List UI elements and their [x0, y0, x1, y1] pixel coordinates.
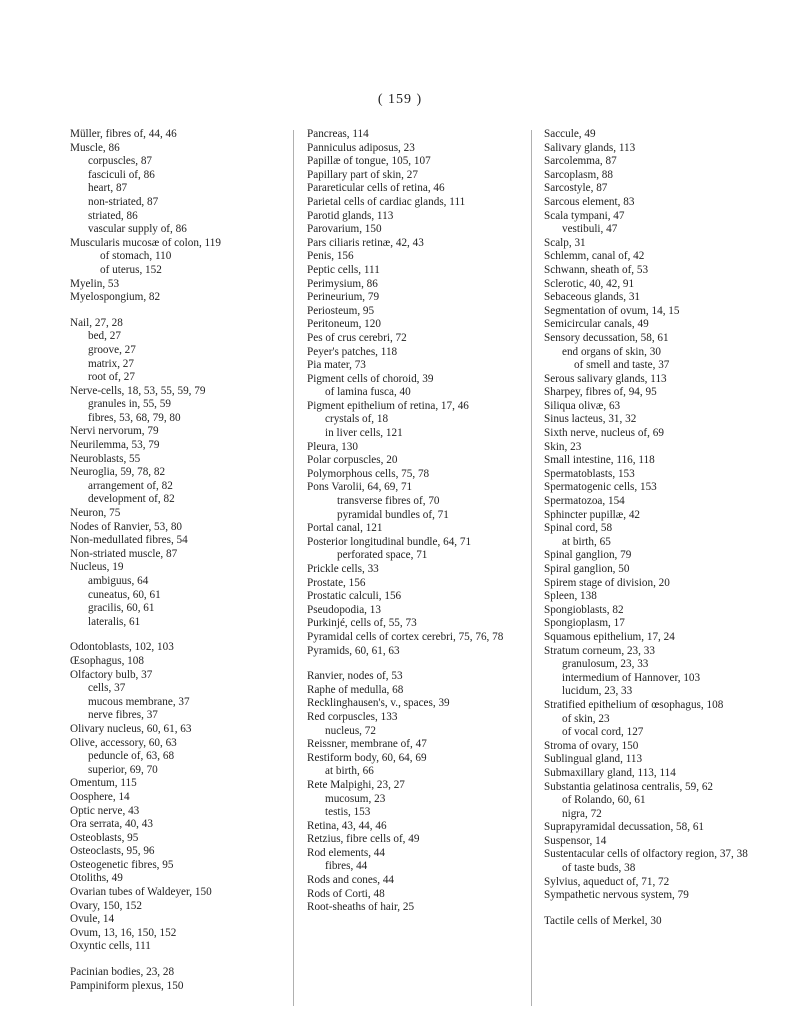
- index-entry: Neuron, 75: [70, 507, 121, 520]
- index-subentry: pyramidal bundles of, 71: [337, 508, 449, 521]
- index-subentry: fibres, 53, 68, 79, 80: [88, 411, 181, 424]
- index-entry: Root-sheaths of hair, 25: [307, 901, 415, 914]
- index-entry: Olivary nucleus, 60, 61, 63: [70, 722, 192, 735]
- index-subentry: of stomach, 110: [100, 250, 172, 263]
- index-subentry: superior, 69, 70: [88, 763, 158, 776]
- index-entry: Muscle, 86: [70, 141, 120, 154]
- index-entry: Perimysium, 86: [307, 277, 378, 290]
- index-subentry: cells, 37: [88, 682, 126, 695]
- index-subentry: testis, 153: [325, 806, 371, 819]
- index-entry: Retzius, fibre cells of, 49: [307, 833, 420, 846]
- index-entry: Sclerotic, 40, 42, 91: [544, 277, 635, 290]
- column-divider: [293, 130, 294, 1006]
- index-entry: Segmentation of ovum, 14, 15: [544, 304, 680, 317]
- index-entry: Suprapyramidal decussation, 58, 61: [544, 821, 705, 834]
- index-entry: Olive, accessory, 60, 63: [70, 736, 177, 749]
- index-subentry: granules in, 55, 59: [88, 398, 171, 411]
- index-entry: Pacinian bodies, 23, 28: [70, 966, 175, 979]
- index-entry: Substantia gelatinosa centralis, 59, 62: [544, 780, 714, 793]
- index-entry: Pancreas, 114: [307, 128, 369, 140]
- index-entry: Rete Malpighi, 23, 27: [307, 778, 405, 791]
- index-entry: Small intestine, 116, 118: [544, 454, 655, 467]
- index-entry: Ranvier, nodes of, 53: [307, 670, 403, 683]
- index-entry: Nail, 27, 28: [70, 316, 123, 329]
- index-entry: Non-striated muscle, 87: [70, 547, 178, 560]
- index-entry: Oxyntic cells, 111: [70, 940, 151, 953]
- index-entry: Periosteum, 95: [307, 304, 375, 317]
- index-entry: Red corpuscles, 133: [307, 710, 398, 723]
- index-subentry: peduncle of, 63, 68: [88, 750, 175, 763]
- index-entry: Saccule, 49: [544, 128, 596, 140]
- index-entry: Sylvius, aqueduct of, 71, 72: [544, 875, 670, 888]
- index-entry: Sixth nerve, nucleus of, 69: [544, 427, 664, 440]
- index-entry: Osteoblasts, 95: [70, 831, 139, 844]
- index-entry: Prostatic calculi, 156: [307, 590, 402, 603]
- index-entry: Non-medullated fibres, 54: [70, 534, 188, 547]
- index-entry: Ovary, 150, 152: [70, 899, 142, 912]
- index-entry: Submaxillary gland, 113, 114: [544, 766, 676, 779]
- index-entry: Rods and cones, 44: [307, 874, 395, 887]
- index-entry: Pleura, 130: [307, 440, 358, 453]
- index-entry: Pseudopodia, 13: [307, 603, 381, 616]
- index-entry: Rods of Corti, 48: [307, 887, 385, 900]
- index-entry: Tactile cells of Merkel, 30: [544, 914, 662, 927]
- index-entry: Pes of crus cerebri, 72: [307, 331, 407, 344]
- index-subentry: striated, 86: [88, 209, 138, 222]
- index-entry: Spirem stage of division, 20: [544, 576, 670, 589]
- column-divider: [531, 130, 532, 1006]
- index-entry: Müller, fibres of, 44, 46: [70, 128, 177, 140]
- index-entry: Oosphere, 14: [70, 790, 130, 803]
- index-entry: Osteogenetic fibres, 95: [70, 858, 174, 871]
- index-subentry: lateralis, 61: [88, 615, 141, 628]
- index-column-1: [70, 128, 260, 993]
- index-entry: Spermatogenic cells, 153: [544, 481, 657, 494]
- index-entry: Spinal ganglion, 79: [544, 549, 632, 562]
- index-entry: Polar corpuscles, 20: [307, 454, 398, 467]
- index-subentry: transverse fibres of, 70: [337, 495, 440, 508]
- index-subentry: intermedium of Hannover, 103: [562, 671, 701, 684]
- index-entry: Pigment epithelium of retina, 17, 46: [307, 399, 469, 412]
- index-entry: Neuroglia, 59, 78, 82: [70, 466, 166, 479]
- index-entry: Parareticular cells of retina, 46: [307, 182, 445, 195]
- index-entry: Spongioplasm, 17: [544, 617, 625, 630]
- index-entry: Prickle cells, 33: [307, 563, 379, 575]
- index-subentry: crystals of, 18: [325, 413, 389, 426]
- index-subentry: arrangement of, 82: [88, 479, 173, 492]
- index-entry: Polymorphous cells, 75, 78: [307, 467, 430, 480]
- index-subentry: gracilis, 60, 61: [88, 602, 155, 615]
- index-subentry: nerve fibres, 37: [88, 709, 158, 722]
- index-entry: Raphe of medulla, 68: [307, 683, 404, 696]
- index-entry: Optic nerve, 43: [70, 804, 140, 817]
- index-entry: Nucleus, 19: [70, 561, 124, 574]
- index-entry: Squamous epithelium, 17, 24: [544, 630, 675, 643]
- index-entry: Siliqua olivæ, 63: [544, 399, 621, 412]
- index-entry: Myelin, 53: [70, 277, 120, 290]
- index-subentry: mucosum, 23: [325, 792, 386, 805]
- index-column-3: [544, 128, 750, 928]
- index-entry: Pigment cells of choroid, 39: [307, 372, 434, 385]
- index-entry: Recklinghausen's, v., spaces, 39: [307, 697, 450, 710]
- index-entry: Panniculus adiposus, 23: [307, 141, 415, 154]
- index-subentry: root of, 27: [88, 371, 135, 384]
- index-subentry: non-striated, 87: [88, 195, 159, 208]
- index-subentry: bed, 27: [88, 330, 121, 343]
- index-subentry: at birth, 66: [325, 765, 374, 778]
- index-entry: Stroma of ovary, 150: [544, 739, 639, 752]
- index-subentry: nigra, 72: [562, 807, 602, 820]
- index-subentry: lucidum, 23, 33: [562, 685, 633, 698]
- index-subentry: fibres, 44: [325, 860, 368, 873]
- index-entry: Sublingual gland, 113: [544, 753, 643, 766]
- index-subentry: heart, 87: [88, 182, 128, 195]
- index-subentry: granulosum, 23, 33: [562, 658, 649, 671]
- index-entry: Peptic cells, 111: [307, 263, 380, 276]
- index-entry: Ora serrata, 40, 43: [70, 818, 153, 831]
- index-subentry: nucleus, 72: [325, 724, 376, 737]
- index-subentry: of uterus, 152: [100, 263, 162, 276]
- index-entry: Osteoclasts, 95, 96: [70, 845, 155, 858]
- index-entry: Salivary glands, 113: [544, 141, 636, 154]
- index-subentry: at birth, 65: [562, 535, 611, 548]
- index-entry: Portal canal, 121: [307, 522, 383, 535]
- index-entry: Œsophagus, 108: [70, 654, 144, 667]
- index-entry: Prostate, 156: [307, 576, 366, 589]
- index-entry: Spleen, 138: [544, 590, 597, 603]
- index-subentry: end organs of skin, 30: [562, 345, 661, 358]
- index-entry: Spinal cord, 58: [544, 522, 613, 535]
- index-entry: Parotid glands, 113: [307, 209, 394, 222]
- index-entry: Pons Varolii, 64, 69, 71: [307, 481, 413, 494]
- index-entry: Parovarium, 150: [307, 223, 382, 236]
- index-entry: Peritoneum, 120: [307, 318, 381, 331]
- index-subentry: vascular supply of, 86: [88, 223, 187, 236]
- index-entry: Sphincter pupillæ, 42: [544, 508, 641, 521]
- index-entry: Ovum, 13, 16, 150, 152: [70, 926, 177, 939]
- index-subentry: ambiguus, 64: [88, 575, 149, 587]
- index-entry: Restiform body, 60, 64, 69: [307, 751, 427, 764]
- index-entry: Sarcoplasm, 88: [544, 168, 613, 181]
- index-entry: Sustentacular cells of olfactory region, 37, 38: [544, 848, 748, 861]
- index-entry: Muscularis mucosæ of colon, 119: [70, 236, 221, 249]
- index-subentry: development of, 82: [88, 493, 175, 506]
- index-entry: Schlemm, canal of, 42: [544, 250, 645, 263]
- index-entry: Sarcolemma, 87: [544, 155, 617, 168]
- index-entry: Scalp, 31: [544, 236, 586, 249]
- index-entry: Odontoblasts, 102, 103: [70, 641, 174, 654]
- index-subentry: groove, 27: [88, 343, 136, 356]
- index-entry: Otoliths, 49: [70, 872, 123, 885]
- index-entry: Purkinjé, cells of, 55, 73: [307, 617, 417, 630]
- index-entry: Spermatoblasts, 153: [544, 467, 635, 480]
- index-entry: Perineurium, 79: [307, 291, 380, 304]
- index-entry: Pars ciliaris retinæ, 42, 43: [307, 236, 424, 249]
- index-subentry: of taste buds, 38: [562, 862, 636, 875]
- index-entry: Schwann, sheath of, 53: [544, 263, 649, 276]
- index-entry: Semicircular canals, 49: [544, 318, 649, 331]
- index-entry: Ovule, 14: [70, 913, 115, 926]
- index-entry: Sarcous element, 83: [544, 195, 635, 208]
- index-entry: Pyramids, 60, 61, 63: [307, 644, 400, 657]
- index-entry: Sensory decussation, 58, 61: [544, 331, 669, 344]
- index-entry: Omentum, 115: [70, 777, 137, 790]
- index-column-2: [307, 128, 507, 915]
- index-entry: Skin, 23: [544, 440, 582, 453]
- index-entry: Spermatozoa, 154: [544, 495, 625, 508]
- index-entry: Reissner, membrane of, 47: [307, 738, 427, 751]
- index-entry: Neurilemma, 53, 79: [70, 439, 160, 452]
- index-entry: Sarcostyle, 87: [544, 182, 608, 195]
- index-entry: Sympathetic nervous system, 79: [544, 889, 689, 902]
- index-subentry: of lamina fusca, 40: [325, 386, 411, 399]
- index-entry: Posterior longitudinal bundle, 64, 71: [307, 535, 472, 548]
- index-subentry: in liver cells, 121: [325, 427, 403, 440]
- index-subentry: fasciculi of, 86: [88, 168, 155, 181]
- index-subentry: of skin, 23: [562, 712, 610, 725]
- index-entry: Pia mater, 73: [307, 359, 366, 372]
- index-entry: Scala tympani, 47: [544, 209, 625, 222]
- index-entry: Peyer's patches, 118: [307, 345, 398, 358]
- index-entry: Spiral ganglion, 50: [544, 563, 630, 575]
- index-entry: Papillary part of skin, 27: [307, 168, 418, 181]
- index-entry: Sharpey, fibres of, 94, 95: [544, 386, 657, 399]
- index-entry: Pampiniform plexus, 150: [70, 979, 184, 992]
- index-subentry: matrix, 27: [88, 357, 134, 370]
- index-entry: Penis, 156: [307, 250, 354, 263]
- index-entry: Sebaceous glands, 31: [544, 291, 641, 304]
- index-entry: Rod elements, 44: [307, 846, 385, 859]
- index-subentry: corpuscles, 87: [88, 155, 153, 168]
- index-entry: Nerve-cells, 18, 53, 55, 59, 79: [70, 384, 206, 397]
- index-entry: Serous salivary glands, 113: [544, 372, 667, 385]
- index-entry: Papillæ of tongue, 105, 107: [307, 155, 431, 168]
- index-subentry: mucous membrane, 37: [88, 695, 190, 708]
- index-subentry: vestibuli, 47: [562, 223, 618, 236]
- index-entry: Neuroblasts, 55: [70, 452, 141, 465]
- index-entry: Stratum corneum, 23, 33: [544, 644, 655, 657]
- index-subentry: of Rolando, 60, 61: [562, 794, 646, 807]
- index-entry: Nodes of Ranvier, 53, 80: [70, 520, 183, 533]
- index-subentry: perforated space, 71: [337, 549, 428, 562]
- index-entry: Retina, 43, 44, 46: [307, 819, 387, 832]
- page-number: ( 159 ): [377, 92, 423, 107]
- index-subentry: cuneatus, 60, 61: [88, 588, 161, 601]
- index-entry: Parietal cells of cardiac glands, 111: [307, 195, 466, 208]
- index-entry: Stratified epithelium of œsophagus, 108: [544, 698, 724, 711]
- index-entry: Olfactory bulb, 37: [70, 668, 153, 681]
- index-entry: Suspensor, 14: [544, 834, 607, 847]
- index-entry: Pyramidal cells of cortex cerebri, 75, 76, 78: [307, 630, 504, 643]
- index-entry: Myelospongium, 82: [70, 291, 161, 304]
- index-entry: Spongioblasts, 82: [544, 603, 624, 616]
- index-entry: Sinus lacteus, 31, 32: [544, 413, 637, 426]
- index-subentry: of smell and taste, 37: [574, 359, 670, 372]
- index-entry: Nervi nervorum, 79: [70, 425, 159, 438]
- index-subentry: of vocal cord, 127: [562, 726, 644, 739]
- index-entry: Ovarian tubes of Waldeyer, 150: [70, 886, 212, 899]
